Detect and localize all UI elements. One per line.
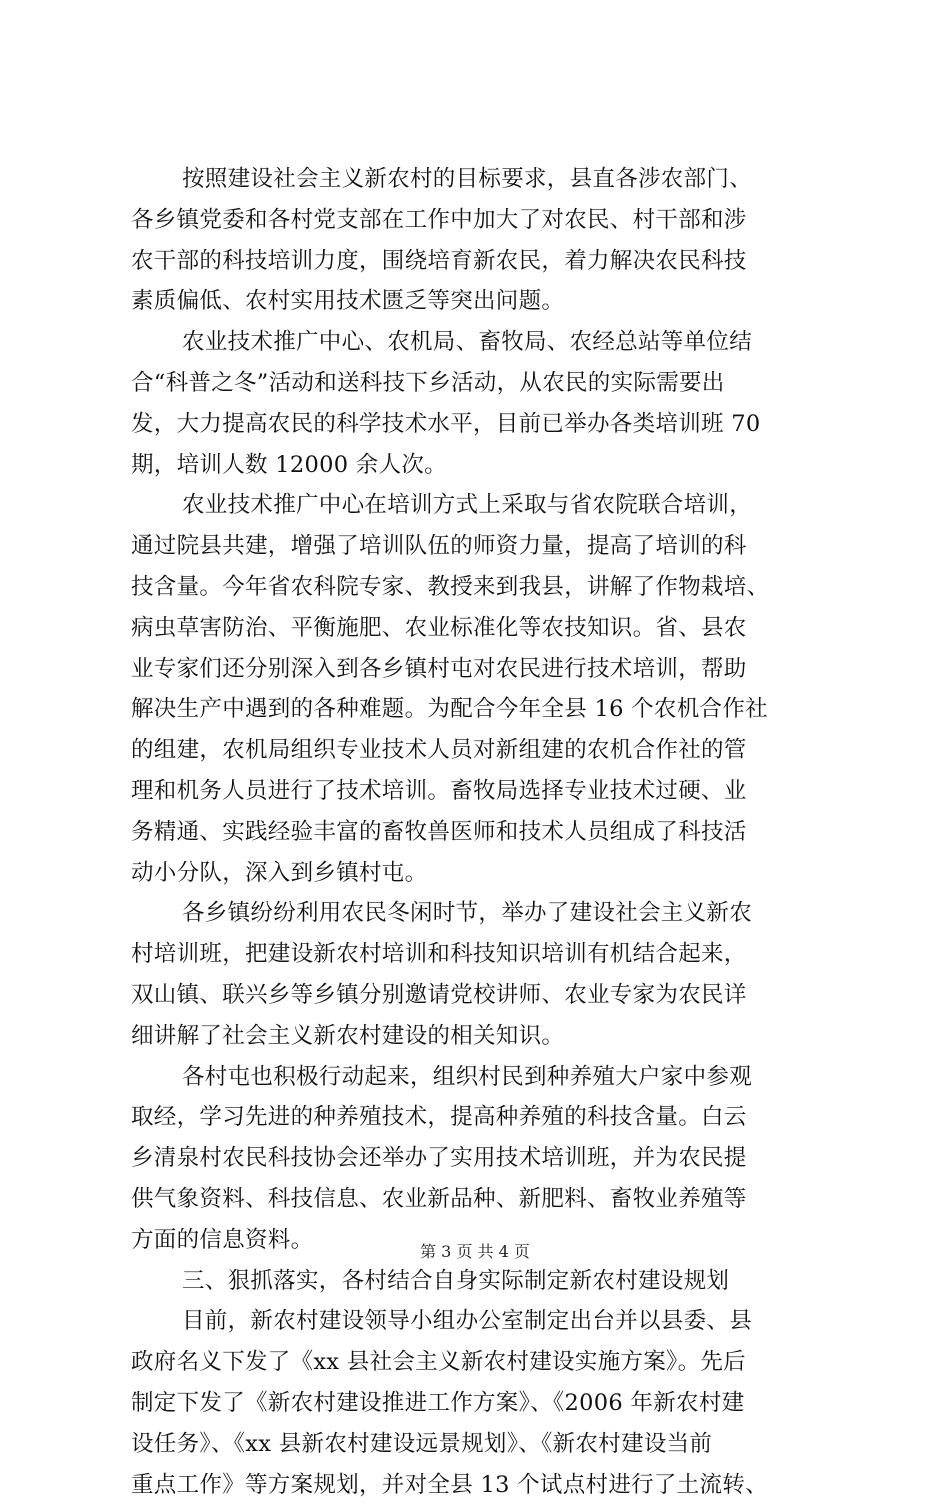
text-line: 通过院县共建，增强了培训队伍的师资力量，提高了培训的科 — [131, 526, 831, 567]
text-line: 各乡镇纷纷利用农民冬闲时节，举办了建设社会主义新农 — [131, 893, 831, 934]
text-line: 三、狠抓落实，各村结合自身实际制定新农村建设规划 — [131, 1261, 831, 1302]
text-line: 业专家们还分别深入到各乡镇村屯对农民进行技术培训，帮助 — [131, 649, 831, 690]
text-line: 期，培训人数 12000 余人次。 — [131, 445, 831, 486]
text-line: 的组建，农机局组织专业技术人员对新组建的农机合作社的管 — [131, 730, 831, 771]
text-line: 按照建设社会主义新农村的目标要求，县直各涉农部门、 — [131, 159, 831, 200]
text-line: 合“科普之冬”活动和送科技下乡活动，从农民的实际需要出 — [131, 363, 831, 404]
text-line: 设任务》、《xx 县新农村建设远景规划》、《新农村建设当前 — [131, 1424, 831, 1465]
text-line: 细讲解了社会主义新农村建设的相关知识。 — [131, 1016, 831, 1057]
text-line: 方面的信息资料。 — [131, 1220, 831, 1261]
text-line: 动小分队，深入到乡镇村屯。 — [131, 853, 831, 894]
text-line: 发，大力提高农民的科学技术水平，目前已举办各类培训班 70 — [131, 404, 831, 445]
text-line: 各乡镇党委和各村党支部在工作中加大了对农民、村干部和涉 — [131, 200, 831, 241]
text-line: 病虫草害防治、平衡施肥、农业标准化等农技知识。省、县农 — [131, 608, 831, 649]
text-line: 理和机务人员进行了技术培训。畜牧局选择专业技术过硬、业 — [131, 771, 831, 812]
text-line: 供气象资料、科技信息、农业新品种、新肥料、畜牧业养殖等 — [131, 1179, 831, 1220]
text-line: 农干部的科技培训力度，围绕培育新农民，着力解决农民科技 — [131, 241, 831, 282]
text-line: 各村屯也积极行动起来，组织村民到种养殖大户家中参观 — [131, 1057, 831, 1098]
text-line: 务精通、实践经验丰富的畜牧兽医师和技术人员组成了科技活 — [131, 812, 831, 853]
text-line: 目前，新农村建设领导小组办公室制定出台并以县委、县 — [131, 1301, 831, 1342]
text-line: 制定下发了《新农村建设推进工作方案》、《2006 年新农村建 — [131, 1383, 831, 1424]
text-line: 乡清泉村农民科技协会还举办了实用技术培训班，并为农民提 — [131, 1138, 831, 1179]
page-footer: 第 3 页 共 4 页 — [0, 1240, 950, 1264]
text-line: 政府名义下发了《xx 县社会主义新农村建设实施方案》。先后 — [131, 1342, 831, 1383]
text-line: 村培训班，把建设新农村培训和科技知识培训有机结合起来， — [131, 934, 831, 975]
document-body — [131, 159, 831, 1505]
text-line: 双山镇、联兴乡等乡镇分别邀请党校讲师、农业专家为农民详 — [131, 975, 831, 1016]
text-line: 素质偏低、农村实用技术匮乏等突出问题。 — [131, 281, 831, 322]
text-line: 解决生产中遇到的各种难题。为配合今年全县 16 个农机合作社 — [131, 689, 831, 730]
text-line: 农业技术推广中心在培训方式上采取与省农院联合培训， — [131, 485, 831, 526]
text-line: 技含量。今年省农科院专家、教授来到我县，讲解了作物栽培、 — [131, 567, 831, 608]
text-line: 农业技术推广中心、农机局、畜牧局、农经总站等单位结 — [131, 322, 831, 363]
text-line: 取经，学习先进的种养殖技术，提高种养殖的科技含量。白云 — [131, 1097, 831, 1138]
text-line: 重点工作》等方案规划，并对全县 13 个试点村进行了土流转、 — [131, 1465, 831, 1505]
